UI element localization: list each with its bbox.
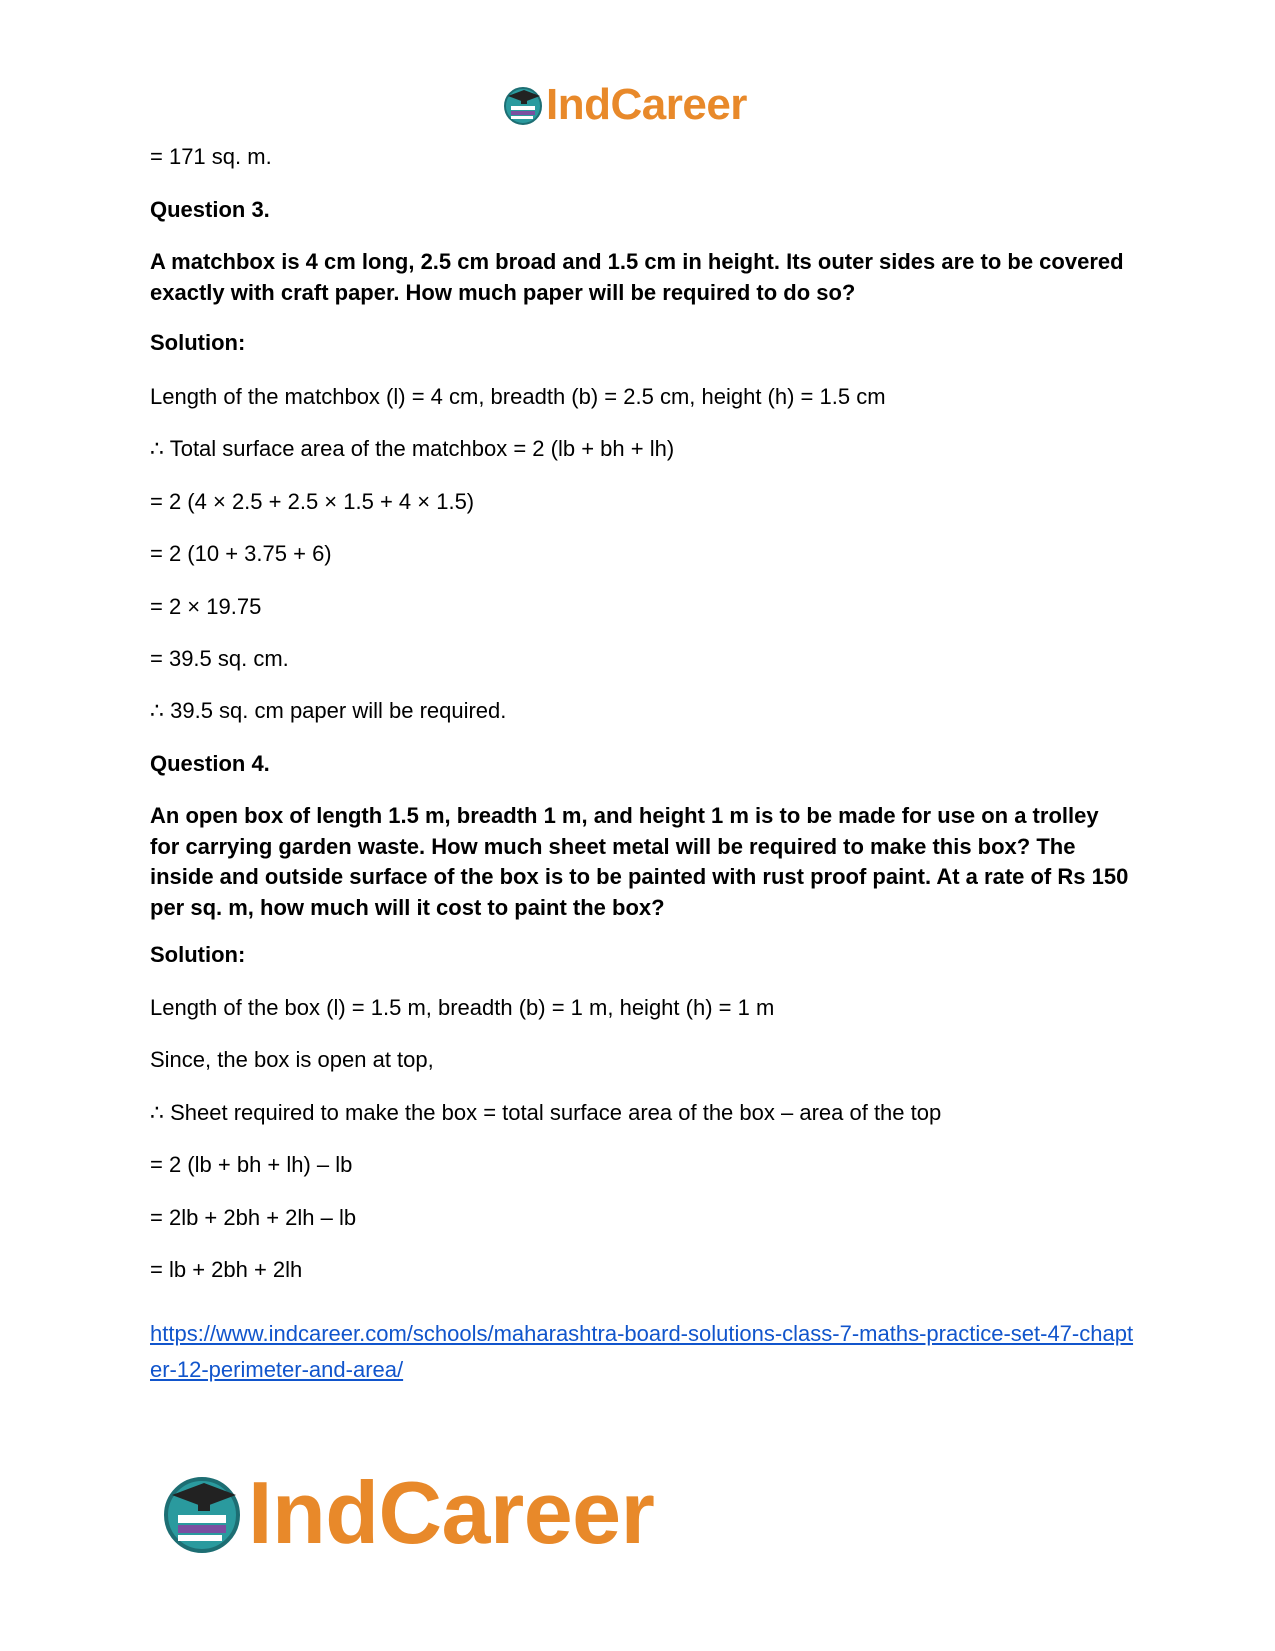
logo-globe-icon <box>160 1471 244 1555</box>
q3-solution-line: ∴ 39.5 sq. cm paper will be required. <box>150 698 507 723</box>
question-4-solution-label: Solution: <box>150 942 246 967</box>
question-3-solution-label: Solution: <box>150 330 246 355</box>
source-link[interactable]: https://www.indcareer.com/schools/maharashtra-board-solutions-class-7-maths-practice-set-47-chapter-12-perimeter-and-area/ <box>150 1321 1134 1382</box>
line-result-171: = 171 sq. m. <box>150 144 272 169</box>
question-3-heading: Question 3. <box>150 197 270 222</box>
q3-solution-line: = 2 (10 + 3.75 + 6) <box>150 541 332 566</box>
q4-solution-line: ∴ Sheet required to make the box = total surface area of the box – area of the top <box>150 1100 942 1125</box>
q4-solution-line: = 2 (lb + bh + lh) – lb <box>150 1152 353 1177</box>
question-3-text: A matchbox is 4 cm long, 2.5 cm broad and 1.5 cm in height. Its outer sides are to be covered exactly with craft paper. How much paper will be required to do so? <box>150 249 1124 305</box>
header-logo <box>502 80 747 130</box>
q3-solution-line: = 2 (4 × 2.5 + 2.5 × 1.5 + 4 × 1.5) <box>150 489 475 514</box>
q3-solution-line: ∴ Total surface area of the matchbox = 2 (lb + bh + lh) <box>150 436 675 461</box>
question-4-heading: Question 4. <box>150 751 270 776</box>
q4-solution-line: = 2lb + 2bh + 2lh – lb <box>150 1205 357 1230</box>
logo-globe-icon <box>502 84 544 126</box>
q4-solution-line: Since, the box is open at top, <box>150 1047 434 1072</box>
q3-solution-line: Length of the matchbox (l) = 4 cm, breadth (b) = 2.5 cm, height (h) = 1.5 cm <box>150 384 886 409</box>
q3-solution-line: = 39.5 sq. cm. <box>150 646 289 671</box>
q3-solution-line: = 2 × 19.75 <box>150 594 262 619</box>
q4-solution-line: Length of the box (l) = 1.5 m, breadth (b) = 1 m, height (h) = 1 m <box>150 995 775 1020</box>
logo-wordmark: IndCareer <box>546 80 747 129</box>
question-4-text: An open box of length 1.5 m, breadth 1 m, and height 1 m is to be made for use on a trolley for carrying garden waste. How much sheet metal will be required to make this box? The inside and outside surface of the box is to be painted with rust proof paint. At a rate of Rs 150 per sq. m, how much will it cost to paint the box? <box>150 803 1129 920</box>
q4-solution-line: = lb + 2bh + 2lh <box>150 1257 303 1282</box>
footer-logo <box>160 1463 655 1562</box>
logo-wordmark: IndCareer <box>248 1463 655 1562</box>
